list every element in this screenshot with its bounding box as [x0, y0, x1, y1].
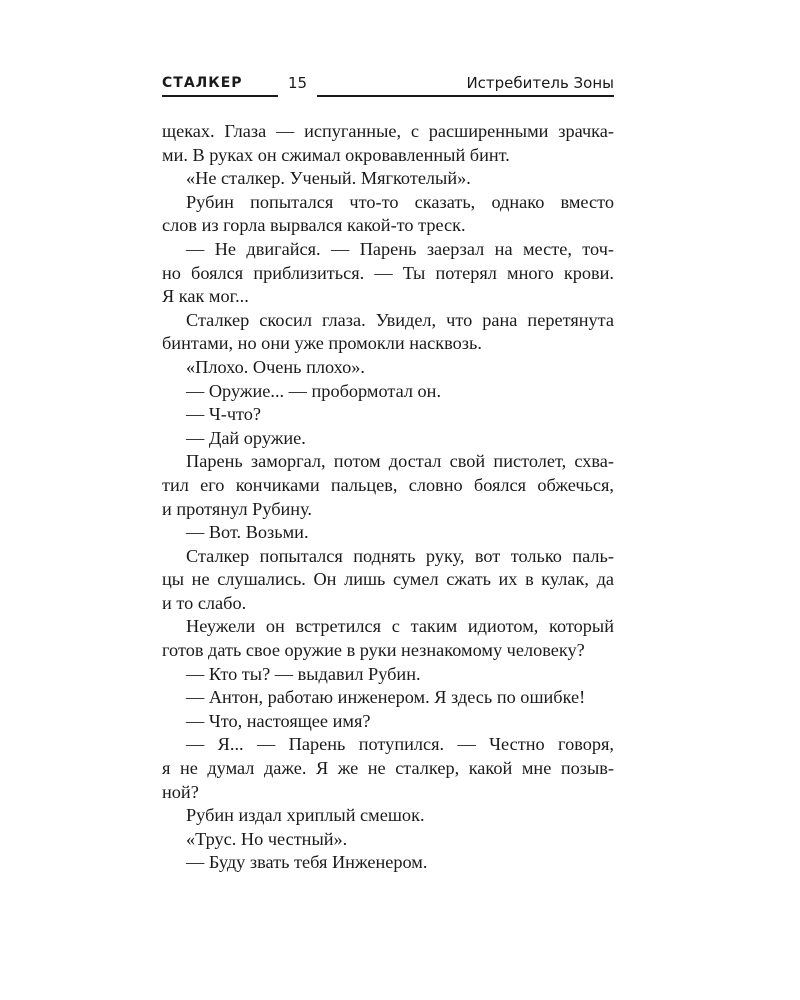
- text-line: — Антон, работаю инженером. Я здесь по ошибке!: [186, 687, 586, 708]
- book-title: Истребитель Зоны: [466, 74, 614, 92]
- text-line: и протянул Рубину.: [162, 498, 312, 519]
- text-line: — Что, настоящее имя?: [186, 710, 371, 731]
- text-line: «Трус. Но честный».: [186, 828, 348, 849]
- text-line: — Я... — Парень потупился. — Честно говоря,: [186, 734, 614, 755]
- text-line: — Ч-что?: [186, 404, 262, 425]
- text-line: Рубин издал хриплый смешок.: [186, 805, 425, 826]
- text-line: Сталкер попытался поднять руку, вот только паль-: [186, 545, 614, 566]
- text-line: — Буду звать тебя Инженером.: [186, 852, 428, 873]
- text-line: — Дай оружие.: [186, 427, 306, 448]
- header-rule-right: [317, 95, 614, 97]
- text-line: бинтами, но они уже промокли насквозь.: [162, 333, 482, 354]
- text-line: и то слабо.: [162, 592, 247, 613]
- text-line: — Оружие... — пробормотал он.: [186, 380, 442, 401]
- text-line: готов дать свое оружие в руки незнакомому человеку?: [162, 640, 585, 661]
- running-header: [162, 74, 614, 98]
- text-line: цы не слушались. Он лишь сумел сжать их в кулак, да: [162, 569, 614, 590]
- text-line: ной?: [162, 781, 199, 802]
- text-line: Неужели он встретился с таким идиотом, который: [186, 616, 614, 637]
- text-line: тил его кончиками пальцев, словно боялся обжечься,: [162, 474, 614, 495]
- header-rule-left: [162, 95, 278, 97]
- text-line: — Не двигайся. — Парень заерзал на месте, точ-: [186, 238, 614, 259]
- text-line: я не думал даже. Я же не сталкер, какой мне позыв-: [162, 758, 614, 779]
- text-line: «Плохо. Очень плохо».: [186, 356, 365, 377]
- series-title: СТАЛКЕР: [162, 75, 243, 91]
- text-line: щеках. Глаза — испуганные, с расширенными зрачка-: [162, 121, 614, 141]
- page-number: 15: [288, 74, 308, 92]
- body-text: [162, 120, 614, 875]
- text-line: Парень заморгал, потом достал свой пистолет, схва-: [186, 451, 614, 472]
- text-line: ми. В руках он сжимал окровавленный бинт.: [162, 144, 510, 165]
- text-line: — Кто ты? — выдавил Рубин.: [186, 663, 421, 684]
- text-line: слов из горла вырвался какой-то треск.: [162, 215, 466, 236]
- text-line: — Вот. Возьми.: [186, 522, 309, 543]
- text-line: Рубин попытался что-то сказать, однако вместо: [186, 191, 614, 212]
- text-line: Я как мог...: [162, 286, 249, 307]
- text-line: Сталкер скосил глаза. Увидел, что рана перетянута: [186, 309, 614, 330]
- text-line: но боялся приблизиться. — Ты потерял много крови.: [162, 262, 614, 283]
- text-line: «Не сталкер. Ученый. Мягкотелый».: [186, 168, 471, 189]
